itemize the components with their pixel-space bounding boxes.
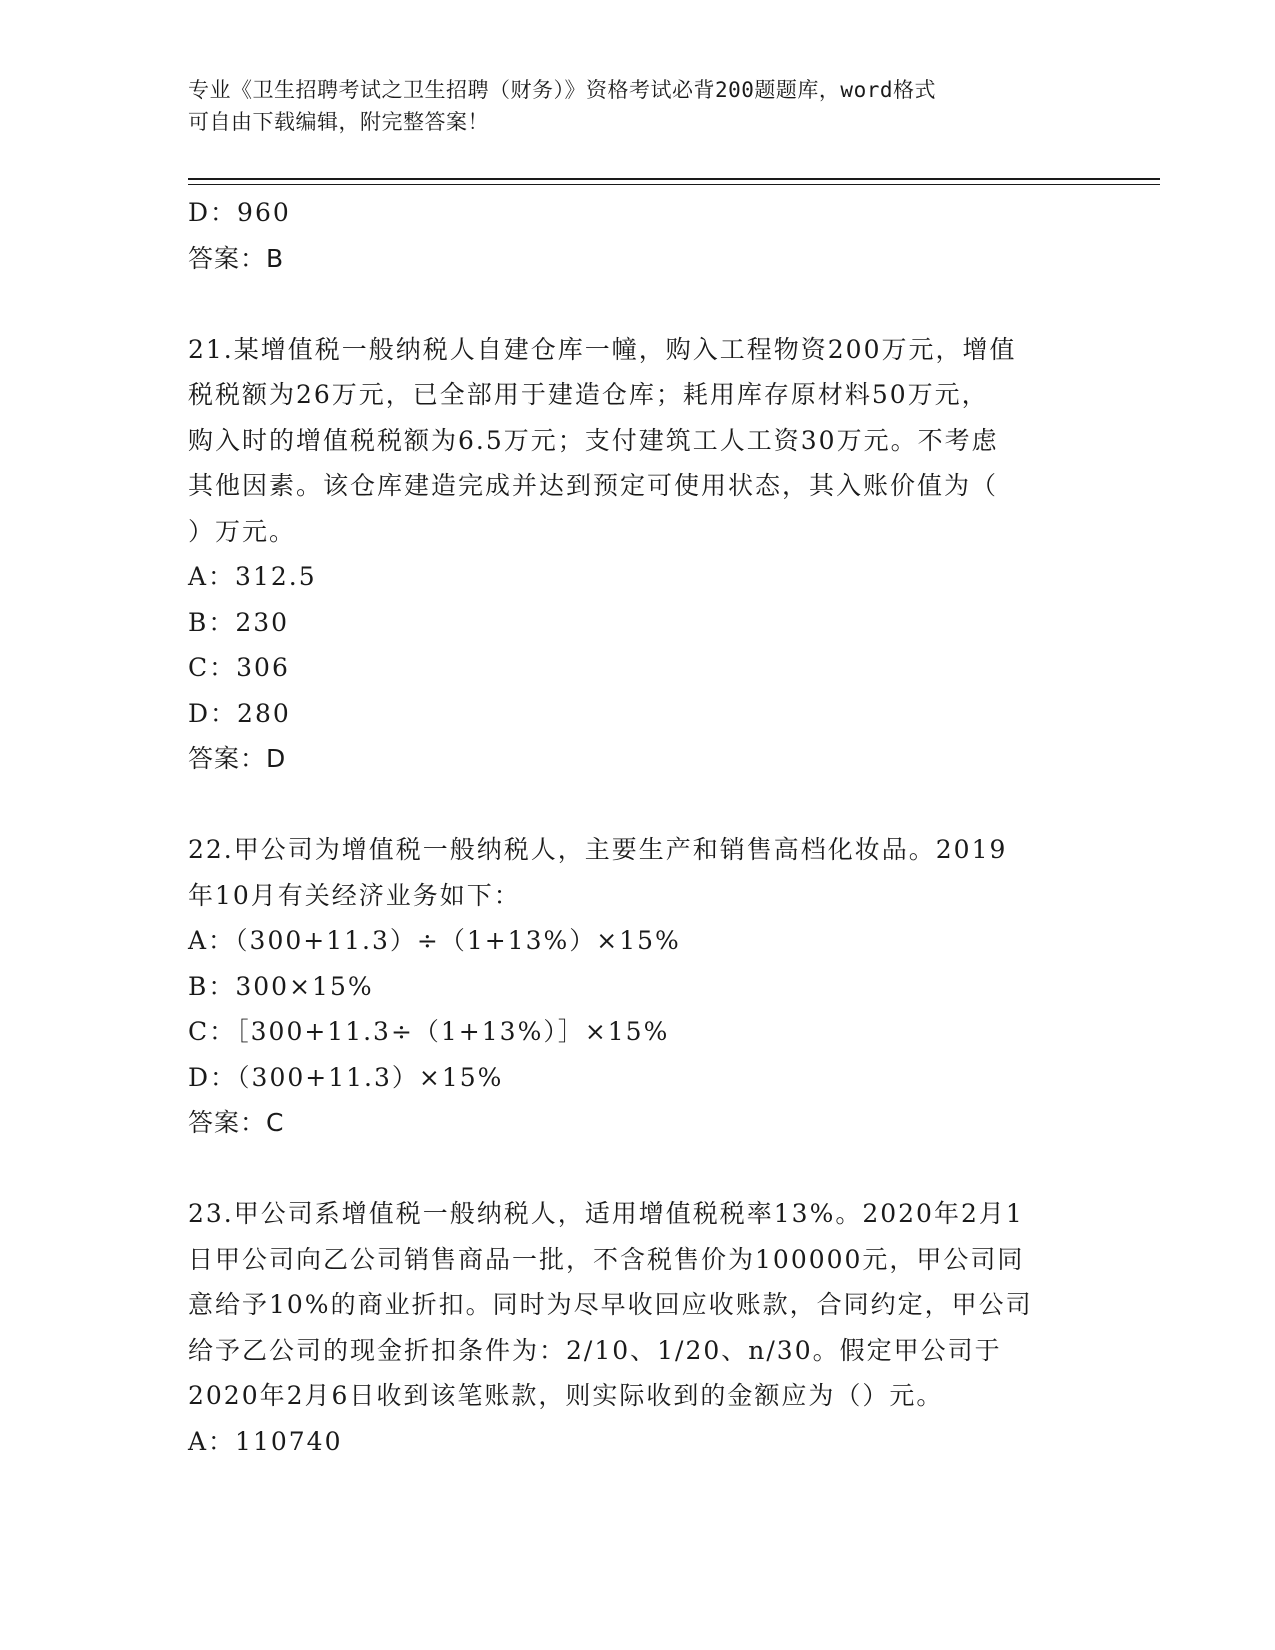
option-a: A：312.5 (188, 562, 317, 591)
option-c: C：［300+11.3÷（1+13%）］×15% (188, 1017, 670, 1046)
question-stem-line: 购入时的增值税税额为6.5万元；支付建筑工人工资30万元。不考虑 (188, 425, 999, 455)
question-21 (188, 327, 1088, 782)
question-stem-line: 22.甲公司为增值税一般纳税人，主要生产和销售高档化妆品。2019 (188, 835, 1008, 864)
question-stem-line: 日甲公司向乙公司销售商品一批，不含税售价为100000元，甲公司同 (188, 1244, 1025, 1274)
option-c: C：306 (188, 653, 290, 682)
option-d: D：（300+11.3）×15% (188, 1062, 504, 1092)
option-a: A：110740 (188, 1426, 343, 1456)
option-b: B：230 (188, 607, 290, 637)
question-stem-line: 21.某增值税一般纳税人自建仓库一幢，购入工程物资200万元，增值 (188, 334, 1017, 364)
question-stem-line: 23.甲公司系增值税一般纳税人，适用增值税税率13%。2020年2月1 (188, 1199, 1024, 1228)
question-stem-line: 年10月有关经济业务如下： (188, 880, 521, 910)
spacer (188, 782, 1088, 828)
question-stem-line: 给予乙公司的现金折扣条件为：2/10、1/20、n/30。假定甲公司于 (188, 1335, 1002, 1365)
header-line-1: 专业《卫生招聘考试之卫生招聘（财务）》资格考试必背200题题库，word格式 (188, 78, 936, 102)
question-content (188, 190, 1088, 1464)
previous-question-tail (188, 190, 1088, 281)
header-divider-thin (188, 184, 1160, 185)
question-23 (188, 1191, 1088, 1464)
answer-line: 答案：D (188, 744, 287, 773)
header-line-2: 可自由下载编辑，附完整答案！ (188, 110, 489, 134)
option-d: D：960 (188, 198, 291, 227)
spacer (188, 281, 1088, 327)
question-stem-line: 意给予10%的商业折扣。同时为尽早收回应收账款，合同约定，甲公司 (188, 1290, 1033, 1319)
question-stem-line: ）万元。 (188, 516, 297, 546)
question-stem-line: 2020年2月6日收到该笔账款，则实际收到的金额应为（）元。 (188, 1381, 944, 1410)
answer-line: 答案：C (188, 1108, 285, 1137)
answer-line: 答案：B (188, 243, 285, 273)
option-a: A：（300+11.3）÷（1+13%）×15% (188, 926, 681, 955)
question-stem-line: 其他因素。该仓库建造完成并达到预定可使用状态，其入账价值为（ (188, 471, 999, 500)
option-d: D：280 (188, 698, 291, 728)
header-divider-thick (188, 178, 1160, 180)
spacer (188, 1146, 1088, 1192)
document-header (188, 74, 1088, 138)
question-stem-line: 税税额为26万元，已全部用于建造仓库；耗用库存原材料50万元， (188, 380, 989, 409)
option-b: B：300×15% (188, 971, 374, 1001)
question-22 (188, 827, 1088, 1146)
